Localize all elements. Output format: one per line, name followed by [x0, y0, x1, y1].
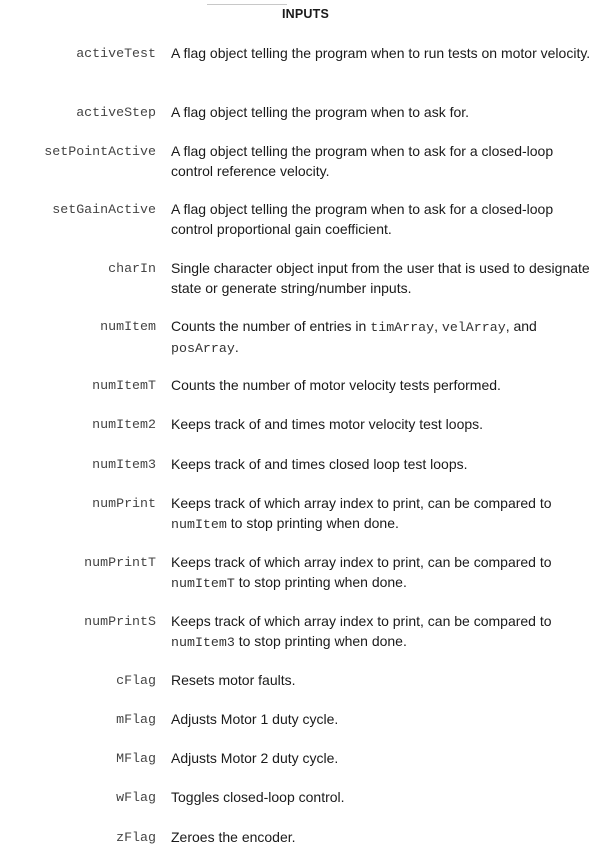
term-label: zFlag: [116, 830, 156, 845]
code-ref: numItemT: [171, 575, 235, 591]
term-description: Toggles closed-loop control.: [171, 789, 345, 805]
code-ref: posArray: [171, 340, 235, 356]
term-label: activeStep: [76, 105, 156, 120]
term-label: numItemT: [92, 378, 156, 393]
term-label: setGainActive: [52, 202, 156, 217]
term-description: [171, 317, 591, 358]
term-description: A flag object telling the program when to ask for a closed-loop control proportional gain coefficient.: [171, 201, 554, 237]
desc-text: , and: [505, 318, 537, 334]
term-description: [171, 494, 591, 534]
code-ref: numItem3: [171, 634, 235, 650]
term-description: [171, 553, 591, 593]
code-ref: timArray: [370, 320, 435, 335]
term-label: numItem2: [92, 417, 156, 432]
term-label: mFlag: [116, 712, 156, 727]
term-description: Keeps track of and times motor velocity test loops.: [171, 416, 484, 432]
term-description: A flag object telling the program when to ask for a closed-loop control reference velocity.: [171, 143, 554, 179]
desc-text: Keeps track of which array index to print, can be compared to: [171, 495, 552, 511]
term-label: numPrint: [92, 496, 156, 511]
term-label: numPrintS: [84, 614, 156, 629]
desc-text: ,: [434, 318, 442, 334]
term-description: Resets motor faults.: [171, 672, 296, 688]
term-label: activeTest: [76, 46, 156, 61]
term-label: wFlag: [116, 790, 156, 805]
desc-text: Keeps track of which array index to print, can be compared to: [171, 554, 552, 570]
desc-text: Counts the number of entries in: [171, 318, 371, 334]
term-description: Single character object input from the user that is used to designate state or generate string/number inputs.: [171, 260, 590, 296]
desc-text: to stop printing when done.: [234, 573, 407, 590]
desc-text: to stop printing when done.: [234, 632, 407, 649]
term-description: Counts the number of motor velocity tests performed.: [171, 377, 501, 393]
term-description: Adjusts Motor 1 duty cycle.: [171, 711, 339, 727]
section-heading: INPUTS: [281, 7, 330, 21]
term-description: A flag object telling the program when to ask for.: [171, 104, 470, 120]
code-ref: velArray: [441, 320, 506, 335]
term-label: numItem: [100, 319, 156, 334]
term-label: charIn: [108, 261, 156, 276]
term-label: numItem3: [92, 457, 156, 472]
term-label: MFlag: [116, 751, 156, 766]
desc-text: to stop printing when done.: [226, 514, 399, 531]
term-label: setPointActive: [44, 144, 156, 159]
desc-text: .: [234, 338, 239, 355]
term-description: Adjusts Motor 2 duty cycle.: [171, 750, 339, 766]
term-description: A flag object telling the program when to run tests on motor velocity.: [171, 45, 591, 61]
desc-text: Keeps track of which array index to print, can be compared to: [171, 613, 552, 629]
term-label: cFlag: [116, 673, 156, 688]
code-ref: numItem: [171, 516, 227, 532]
term-description: Keeps track of and times closed loop test loops.: [171, 456, 468, 472]
term-description: [171, 612, 591, 652]
term-label: numPrintT: [84, 555, 156, 570]
term-description: Zeroes the encoder.: [171, 829, 296, 845]
top-rule: [207, 4, 287, 5]
